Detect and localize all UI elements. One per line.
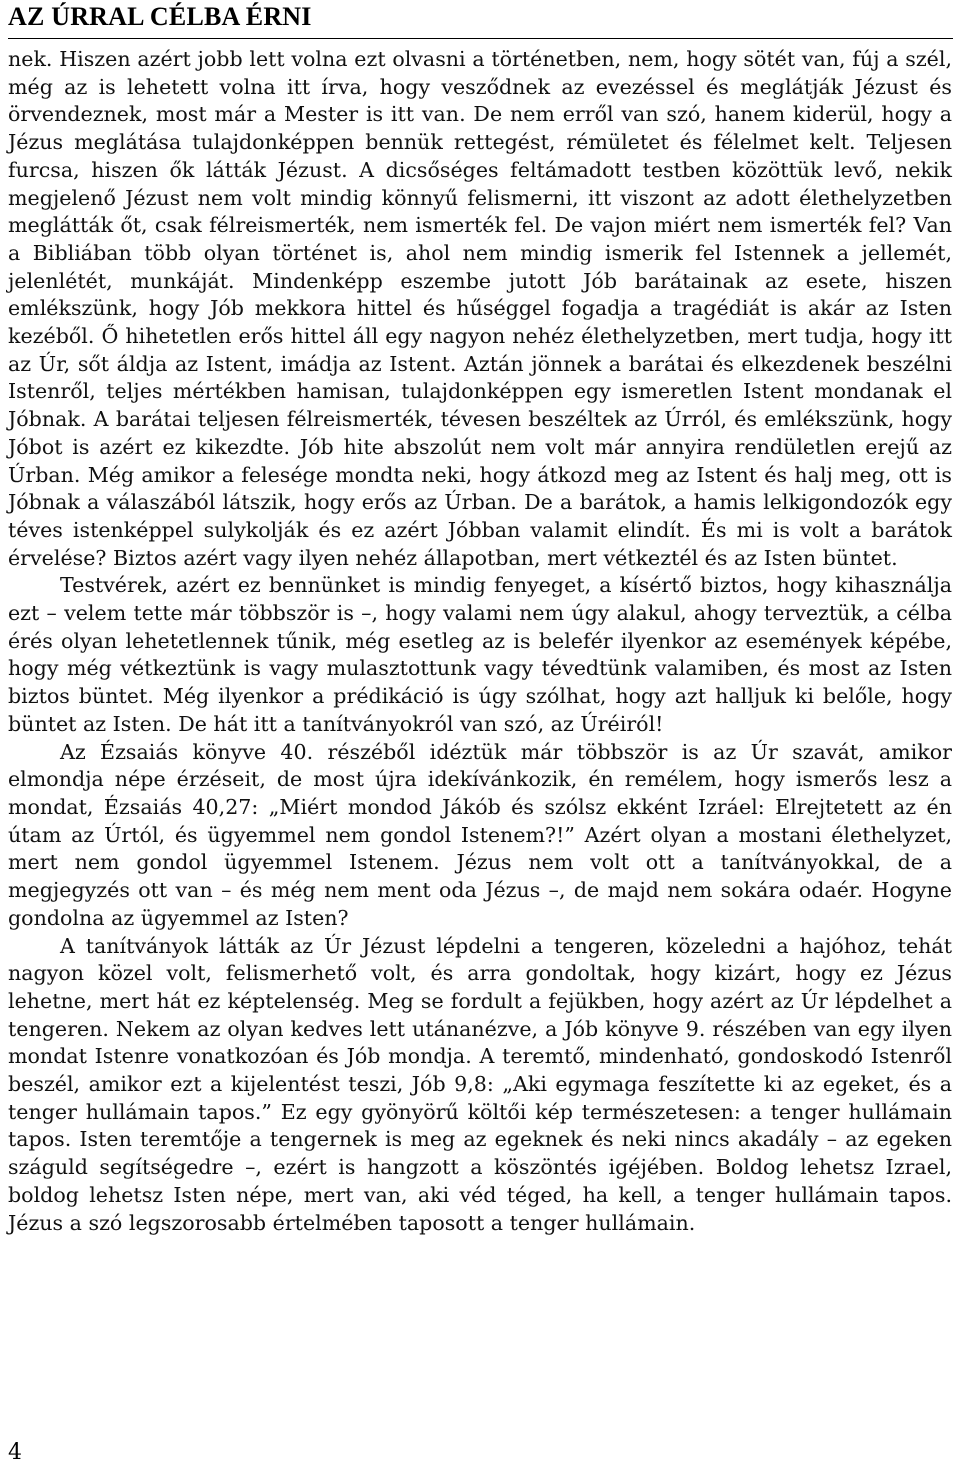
body-text [8,46,952,1237]
page-number: 4 [8,1440,22,1465]
paragraph: Az Ézsaiás könyve 40. részéből idéztük már többször is az Úr szavát, amikor elmondja népe érzéseit, de most újra idekívánkozik, én remélem, hogy ismerős lesz a mondat, Ézsaiás 40,27: „Miért mondod Jákób és szólsz ekként Izráel: Elrejtetett az én útam az Úrtól, és ügyemmel nem gondol Istenem?!” Azért olyan a mostani élethelyzet, mert nem gondol ügyemmel Istenem. Jézus nem volt ott a tanítványokkal, de a megjegyzés ott van – és még nem ment oda Jézus –, de majd nem sokára odaér. Hogyne gondolna az ügyemmel az Isten? [8,739,952,930]
paragraph: Testvérek, azért ez bennünket is mindig fenyeget, a kísértő biztos, hogy kihasználja ezt – velem tette már többször is –, hogy valami nem úgy alakul, ahogy terveztük, a célba érés olyan lehetetlennek tűnik, még esetleg az is belefér ilyenkor az események képébe, hogy még vétkeztünk is vagy mulasztottunk vagy tévedtünk valamiben, és most az Isten biztos büntet. Még ilyenkor a prédikáció is úgy szólhat, hogy azt halljuk ki belőle, hogy büntet az Isten. De hát itt a tanítványokról van szó, az Úréiról! [8,573,952,736]
paragraph: A tanítványok látták az Úr Jézust lépdelni a tengeren, közeledni a hajóhoz, tehát nagyon közel volt, felismerhető volt, és arra gondoltak, hogy kizárt, hogy ez Jézus lehetne, mert hát ez képtelenség. Meg se fordult a fejükben, hogy azért az Úr lépdelhet a tengeren. Nekem az olyan kedves lett utánanézve, a Jób könyve 9. részében van egy ilyen mondat Istenre vonatkozóan és Jób mondja. A teremtő, mindenható, gondoskodó Istenről beszél, amikor ezt a kijelentést teszi, Jób 9,8: „Aki egymaga feszítette ki az egeket, és a tenger hullámain tapos.” Ez egy gyönyörű költői kép természetesen: a tenger hullámain tapos. Isten teremtője a tengernek is meg az egeknek és neki nincs akadály – az egeken száguld segítségedre –, ezért is hangzott a köszöntés igéjében. Boldog lehetsz Izrael, boldog lehetsz Isten népe, mert van, aki véd téged, ha kell, a tenger hullámain tapos. Jézus a szó legszorosabb értelmében taposott a tenger hullámain. [8,933,952,1235]
running-header-title: AZ ÚRRAL CÉLBA ÉRNI [8,2,312,31]
paragraph-continuation: nek. Hiszen azért jobb lett volna ezt olvasni a történetben, nem, hogy sötét van, fúj a szél, még az is lehetett volna itt írva, hogy vesződnek az evezéssel és meglátják Jézust és örvendeznek, most már a Mester is itt van. De nem erről van szó, hanem kiderül, hogy a Jézus meglátása tulajdonképpen bennük rettegést, rémületet és félelmet kelt. Teljesen furcsa, hiszen ők látták Jézust. A dicsőséges feltámadott testben közöttük levő, nekik megjelenő Jézust nem volt mindig könnyű felismerni, itt viszont az adott élethelyzetben meglátták őt, csak félreismerték, nem ismerték fel. De vajon miért nem ismerték fel? Van a Bibliában több olyan történet is, ahol nem mindig ismerik fel Istennek a jellemét, jelenlétét, munkáját. Mindenképp eszembe jutott Jób barátainak az esete, hiszen emlékszünk, hogy Jób mekkora hittel és hűséggel fogadja a tragédiát is akár az Isten kezéből. Ő hihetetlen erős hittel áll egy nagyon nehéz élethelyzetben, mert tudja, hogy itt az Úr, sőt áldja az Istent, imádja az Istent. Aztán jönnek a barátai és elkezdenek beszélni Istenről, teljes mértékben hamisan, tulajdonképpen egy ismeretlen Istent mondanak el Jóbnak. A barátai teljesen félreismerték, tévesen beszéltek az Úrról, és emlékszünk, hogy Jóbot is azért ez kikezdte. Jób hite abszolút nem volt már annyira rendületlen erejű az Úrban. Még amikor a felesége mondta neki, hogy átkozd meg az Istent és halj meg, ott is Jóbnak a válaszából látszik, hogy erős az Úrban. De a barátok, a hamis lelkigondozók egy téves istenképpel sulykolják és ez azért Jóbban valamit elindít. És mi is volt a barátok érvelése? Biztos azért vagy ilyen nehéz állapotban, mert vétkeztél és az Isten büntet. [8,47,952,570]
header-rule [8,38,953,39]
